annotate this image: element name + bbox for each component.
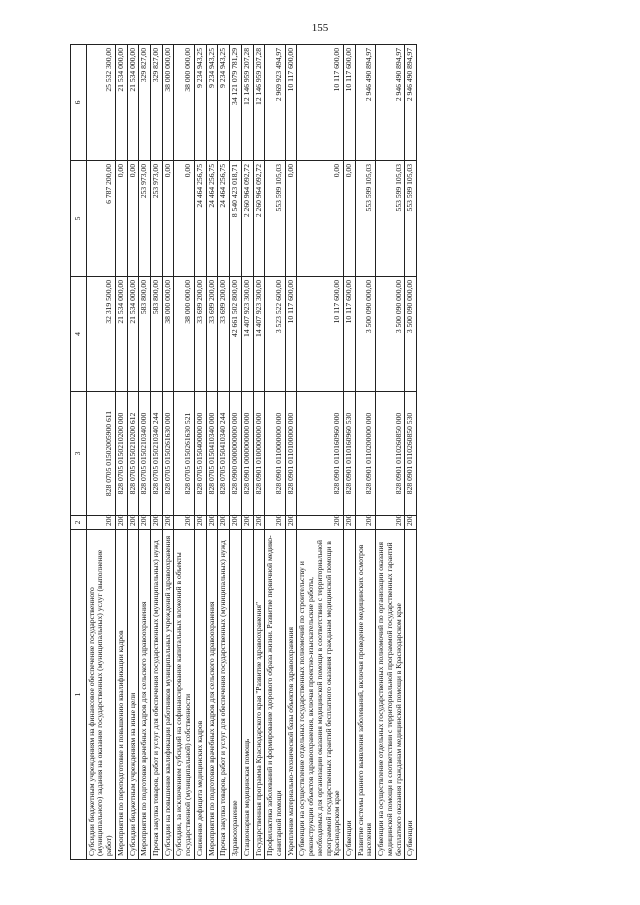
row-code: 200 xyxy=(355,516,375,530)
row-executed: 553 599 105,03 xyxy=(265,161,285,277)
row-code: 200 xyxy=(139,516,151,530)
row-kbk: 828 0705 0150210200 612 xyxy=(127,392,139,516)
row-kbk: 828 0901 0110200000 000 xyxy=(355,392,375,516)
row-code: 200 xyxy=(115,516,127,530)
row-name: Мероприятия по подготовке врачебных кадров для сельского здравоохранения xyxy=(139,530,151,860)
row-executed: 2 260 964 092,72 xyxy=(253,161,265,277)
row-executed: 24 464 256,75 xyxy=(194,161,206,277)
row-unexecuted: 9 234 943,25 xyxy=(218,45,230,161)
table-row xyxy=(206,45,218,860)
row-unexecuted: 12 146 959 207,28 xyxy=(253,45,265,161)
row-kbk: 828 0705 01502005900 611 xyxy=(86,392,115,516)
row-name: Мероприятия по переподготовке и повышению квалификации кадров xyxy=(115,530,127,860)
row-kbk: 828 0705 0150261630 000 xyxy=(162,392,174,516)
row-unexecuted: 21 534 000,00 xyxy=(127,45,139,161)
row-kbk: 828 0705 0150400000 000 xyxy=(194,392,206,516)
table-row xyxy=(405,45,417,860)
table-row xyxy=(127,45,139,860)
row-executed: 553 599 105,03 xyxy=(405,161,417,277)
table-row xyxy=(241,45,253,860)
row-kbk: 828 0901 0000000000 000 xyxy=(241,392,253,516)
row-name: Снижение дефицита медицинских кадров xyxy=(194,530,206,860)
table-row xyxy=(297,45,344,860)
row-code: 200 xyxy=(86,516,115,530)
header-row xyxy=(71,45,87,860)
row-code: 200 xyxy=(162,516,174,530)
row-kbk: 828 0705 0150410340 000 xyxy=(206,392,218,516)
row-name: Субвенции на осуществление отдельных государственных полномочий по организации оказания медицинской помощи в соответствии с территориальной программой государственных гарантий бесплатного оказания гражданам медицинской помощи в Краснодарском крае xyxy=(376,530,405,860)
header-col-3: 3 xyxy=(71,392,87,516)
row-executed: 24 464 256,75 xyxy=(206,161,218,277)
row-name: Профилактика заболеваний и формирование здорового образа жизни. Развитие первичной медико-санитарной помощи xyxy=(265,530,285,860)
header-col-1: 1 xyxy=(71,530,87,860)
header-col-2: 2 xyxy=(71,516,87,530)
row-approved: 33 699 200,00 xyxy=(206,277,218,392)
row-kbk: 828 0901 0110260850 530 xyxy=(405,392,417,516)
row-executed: 0,00 xyxy=(285,161,297,277)
table-row xyxy=(355,45,375,860)
row-code: 200 xyxy=(253,516,265,530)
row-unexecuted: 34 121 079 781,29 xyxy=(230,45,242,161)
row-kbk: 828 0705 0150410340 244 xyxy=(218,392,230,516)
row-code: 200 xyxy=(241,516,253,530)
row-approved: 33 699 200,00 xyxy=(218,277,230,392)
table-row xyxy=(139,45,151,860)
row-executed: 8 540 423 018,71 xyxy=(230,161,242,277)
row-approved: 33 699 200,00 xyxy=(194,277,206,392)
row-executed: 0,00 xyxy=(115,161,127,277)
row-unexecuted: 10 117 600,00 xyxy=(343,45,355,161)
row-executed: 2 260 964 092,72 xyxy=(241,161,253,277)
row-approved: 10 117 600,00 xyxy=(297,277,344,392)
row-code: 200 xyxy=(343,516,355,530)
row-unexecuted: 25 532 300,00 xyxy=(86,45,115,161)
row-executed: 0,00 xyxy=(297,161,344,277)
row-kbk: 828 0705 0150210340 244 xyxy=(151,392,163,516)
row-kbk: 828 0705 0150210200 000 xyxy=(115,392,127,516)
table-row xyxy=(285,45,297,860)
row-unexecuted: 9 234 943,25 xyxy=(206,45,218,161)
row-code: 200 xyxy=(265,516,285,530)
row-unexecuted: 329 827,00 xyxy=(151,45,163,161)
row-executed: 0,00 xyxy=(127,161,139,277)
row-name: Субсидии бюджетным учреждениям на иные цели xyxy=(127,530,139,860)
row-name: Субвенции xyxy=(405,530,417,860)
table-row xyxy=(194,45,206,860)
row-approved: 14 407 923 300,00 xyxy=(253,277,265,392)
row-code: 200 xyxy=(285,516,297,530)
header-col-4: 4 xyxy=(71,277,87,392)
table-row xyxy=(376,45,405,860)
row-unexecuted: 10 117 600,00 xyxy=(285,45,297,161)
table-row xyxy=(265,45,285,860)
row-name: Субсидии бюджетным учреждениям на финансовое обеспечение государственного (муниципального) задания на оказание государственных (муниципальных) услуг (выполнение работ) xyxy=(86,530,115,860)
row-code: 200 xyxy=(151,516,163,530)
table-row xyxy=(86,45,115,860)
row-name: Субвенции на осуществление отдельных государственных полномочий по строительству и реконструкции объектов здравоохранения, включая проектно-изыскательские работы, необходимых для организации оказания медицинской помощи в соответствии с территориальной программой государственных гарантий бесплатного оказания гражданам медицинской помощи в Краснодарском крае xyxy=(297,530,344,860)
row-approved: 3 523 522 600,00 xyxy=(265,277,285,392)
row-approved: 21 534 000,00 xyxy=(115,277,127,392)
row-executed: 553 599 105,03 xyxy=(376,161,405,277)
row-kbk: 828 0705 0150210340 000 xyxy=(139,392,151,516)
row-kbk: 828 0901 0110100000 000 xyxy=(285,392,297,516)
row-unexecuted: 9 234 943,25 xyxy=(194,45,206,161)
table-row xyxy=(151,45,163,860)
row-kbk: 828 0705 0150261630 521 xyxy=(174,392,194,516)
row-approved: 38 000 000,00 xyxy=(174,277,194,392)
table-row xyxy=(253,45,265,860)
row-unexecuted: 2 946 490 894,97 xyxy=(376,45,405,161)
row-unexecuted: 38 000 000,00 xyxy=(162,45,174,161)
table-row xyxy=(343,45,355,860)
row-kbk: 828 0901 0110000000 000 xyxy=(265,392,285,516)
row-approved: 583 800,00 xyxy=(139,277,151,392)
row-name: Государственная программа Краснодарского края "Развитие здравоохранения" xyxy=(253,530,265,860)
row-executed: 253 973,00 xyxy=(151,161,163,277)
row-code: 200 xyxy=(127,516,139,530)
table-row xyxy=(174,45,194,860)
row-code: 200 xyxy=(194,516,206,530)
row-unexecuted: 2 946 490 894,97 xyxy=(405,45,417,161)
row-approved: 3 500 090 000,00 xyxy=(355,277,375,392)
row-name: Субсидии на повышение квалификации работников муниципальных учреждений здравоохранения xyxy=(162,530,174,860)
row-name: Укрепление материально-технической базы объектов здравоохранения xyxy=(285,530,297,860)
row-kbk: 828 0900 0000000000 000 xyxy=(230,392,242,516)
row-code: 200 xyxy=(174,516,194,530)
row-code: 200 xyxy=(405,516,417,530)
row-unexecuted: 10 117 600,00 xyxy=(297,45,344,161)
row-name: Прочая закупка товаров, работ и услуг для обеспечения государственных (муниципальных) нужд xyxy=(151,530,163,860)
row-name: Субсидии, за исключением субсидий на софинансирование капитальных вложений в объекты государственной (муниципальной) собственности xyxy=(174,530,194,860)
table-row xyxy=(218,45,230,860)
row-code: 200 xyxy=(206,516,218,530)
row-executed: 0,00 xyxy=(343,161,355,277)
row-code: 200 xyxy=(376,516,405,530)
table-row xyxy=(230,45,242,860)
row-approved: 32 319 500,00 xyxy=(86,277,115,392)
row-code: 200 xyxy=(230,516,242,530)
row-kbk: 828 0901 0110160960 530 xyxy=(343,392,355,516)
row-name: Развитие системы раннего выявления заболеваний, включая проведение медицинских осмотров населения xyxy=(355,530,375,860)
header-col-5: 5 xyxy=(71,161,87,277)
row-unexecuted: 12 146 959 207,28 xyxy=(241,45,253,161)
row-approved: 3 500 090 000,00 xyxy=(405,277,417,392)
row-approved: 38 000 000,00 xyxy=(162,277,174,392)
row-approved: 21 534 000,00 xyxy=(127,277,139,392)
row-name: Здравоохранение xyxy=(230,530,242,860)
row-code: 200 xyxy=(218,516,230,530)
row-kbk: 828 0901 0100000000 000 xyxy=(253,392,265,516)
row-executed: 6 787 200,00 xyxy=(86,161,115,277)
row-kbk: 828 0901 0110160960 000 xyxy=(297,392,344,516)
row-executed: 0,00 xyxy=(174,161,194,277)
row-executed: 24 464 256,75 xyxy=(218,161,230,277)
row-approved: 583 800,00 xyxy=(151,277,163,392)
row-unexecuted: 2 946 490 894,97 xyxy=(355,45,375,161)
row-unexecuted: 38 000 000,00 xyxy=(174,45,194,161)
row-approved: 10 117 600,00 xyxy=(285,277,297,392)
row-approved: 10 117 600,00 xyxy=(343,277,355,392)
row-name: Мероприятия по подготовке врачебных кадров для сельского здравоохранения xyxy=(206,530,218,860)
row-approved: 42 661 502 800,00 xyxy=(230,277,242,392)
row-unexecuted: 329 827,00 xyxy=(139,45,151,161)
row-name: Стационарная медицинская помощь xyxy=(241,530,253,860)
row-approved: 14 407 923 300,00 xyxy=(241,277,253,392)
table-body xyxy=(86,45,416,860)
row-approved: 3 500 090 000,00 xyxy=(376,277,405,392)
page-number: 155 xyxy=(311,22,329,34)
row-unexecuted: 21 534 000,00 xyxy=(115,45,127,161)
header-col-6: 6 xyxy=(71,45,87,161)
row-name: Субвенции xyxy=(343,530,355,860)
budget-table xyxy=(70,44,417,860)
rotated-table-container xyxy=(70,45,570,860)
row-code: 200 xyxy=(297,516,344,530)
row-executed: 253 973,00 xyxy=(139,161,151,277)
row-executed: 0,00 xyxy=(162,161,174,277)
row-kbk: 828 0901 0110260850 000 xyxy=(376,392,405,516)
row-executed: 553 599 105,03 xyxy=(355,161,375,277)
table-row xyxy=(115,45,127,860)
table-row xyxy=(162,45,174,860)
row-name: Прочая закупка товаров, работ и услуг для обеспечения государственных (муниципальных) нужд xyxy=(218,530,230,860)
row-unexecuted: 2 969 923 494,97 xyxy=(265,45,285,161)
